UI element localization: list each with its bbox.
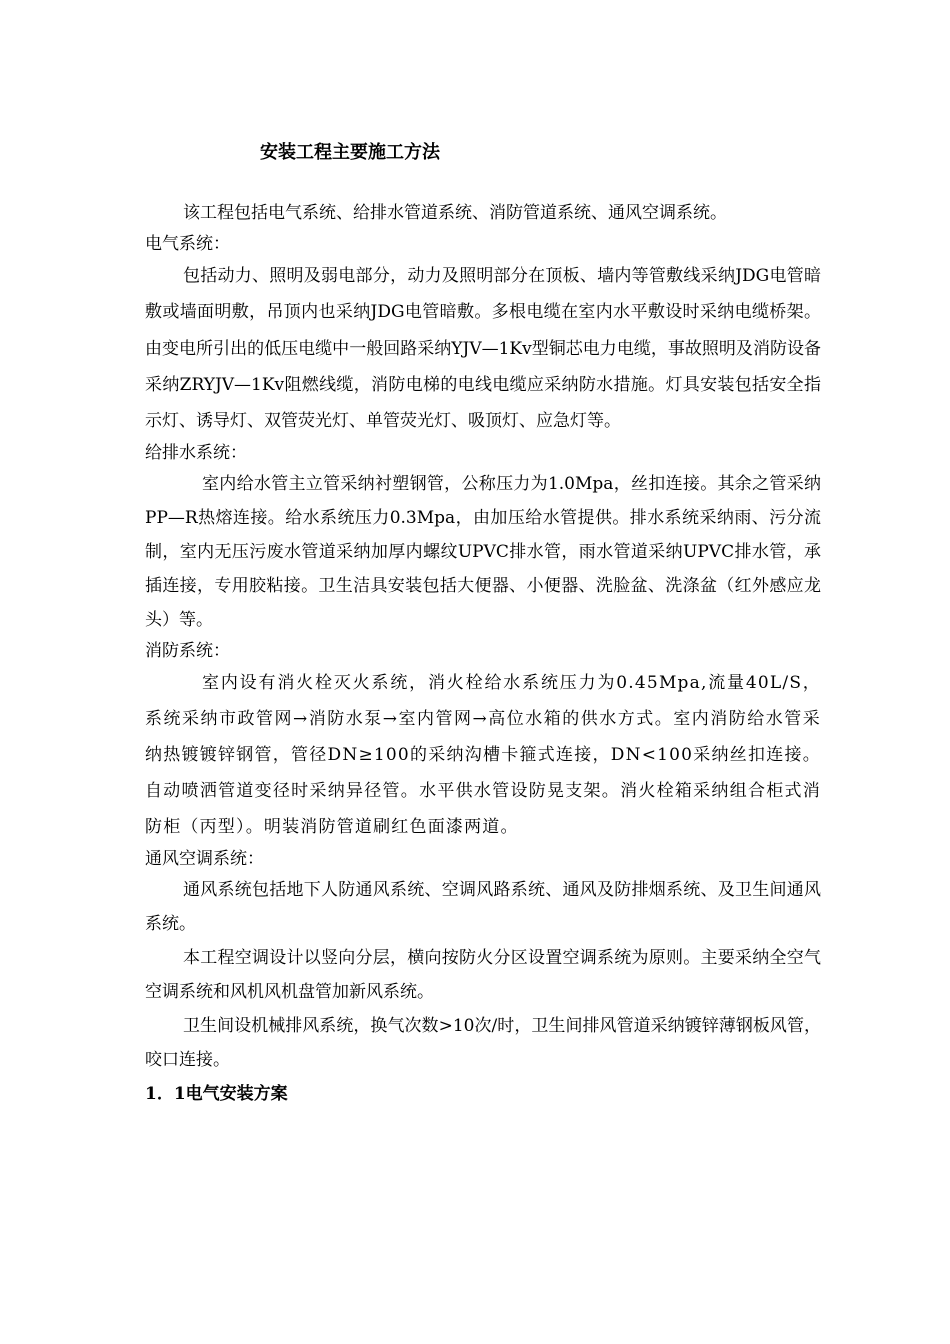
electrical-heading: 电气系统： <box>145 234 230 254</box>
intro-paragraph: 该工程包括电气系统、给排水管道系统、消防管道系统、通风空调系统。 <box>183 203 727 223</box>
document-title: 安装工程主要施工方法 <box>260 142 440 163</box>
fire-paragraph: 室内设有消火栓灭火系统，消火栓给水系统压力为0.45Mpa,流量40L/S，系统采纳市政管网→消防水泵→室内管网→高位水箱的供水方式。室内消防给水管采纳热镀镀锌钢管，管径DN≥100的采纳沟槽卡箍式连接，DN<100采纳丝扣连接。自动喷洒管道变径时采纳异径管。水平供水管设防晃支架。消火栓箱采纳组合柜式消防柜（丙型）。明装消防管道刷红色面漆两道。 <box>145 673 821 838</box>
electrical-paragraph: 包括动力、照明及弱电部分，动力及照明部分在顶板、墙内等管敷线采纳JDG电管暗敷或墙面明敷，吊顶内也采纳JDG电管暗敷。多根电缆在室内水平敷设时采纳电缆桥架。由变电所引出的低压电缆中一般回路采纳YJV—1Kv型铜芯电力电缆，事故照明及消防设备采纳ZRYJV—1Kv阻燃线缆，消防电梯的电线电缆应采纳防水措施。灯具安装包括安全指示灯、诱导灯、双管荧光灯、单管荧光灯、吸顶灯、应急灯等。 <box>145 266 821 432</box>
hvac-paragraph-2: 本工程空调设计以竖向分层，横向按防火分区设置空调系统为原则。主要采纳全空气空调系统和风机风机盘管加新风系统。 <box>145 948 821 1003</box>
fire-heading: 消防系统： <box>145 641 230 662</box>
hvac-heading: 通风空调系统： <box>145 849 264 870</box>
water-heading: 给排水系统： <box>145 443 247 464</box>
hvac-paragraph-1: 通风系统包括地下人防通风系统、空调风路系统、通风及防排烟系统、及卫生间通风系统。 <box>145 880 821 935</box>
document-body <box>145 196 821 1111</box>
section-heading-electrical-plan: 1．1电气安装方案 <box>145 1084 288 1105</box>
hvac-paragraph-3: 卫生间设机械排风系统，换气次数>10次/时，卫生间排风管道采纳镀锌薄钢板风管，咬口连接。 <box>145 1016 821 1071</box>
water-paragraph: 室内给水管主立管采纳衬塑钢管，公称压力为1.0Mpa，丝扣连接。其余之管采纳PP—R热熔连接。给水系统压力0.3Mpa，由加压给水管提供。排水系统采纳雨、污分流制，室内无压污废水管道采纳加厚内螺纹UPVC排水管，雨水管道采纳UPVC排水管，承插连接，专用胶粘接。卫生洁具安装包括大便器、小便器、洗脸盆、洗涤盆（红外感应龙头）等。 <box>145 474 821 631</box>
